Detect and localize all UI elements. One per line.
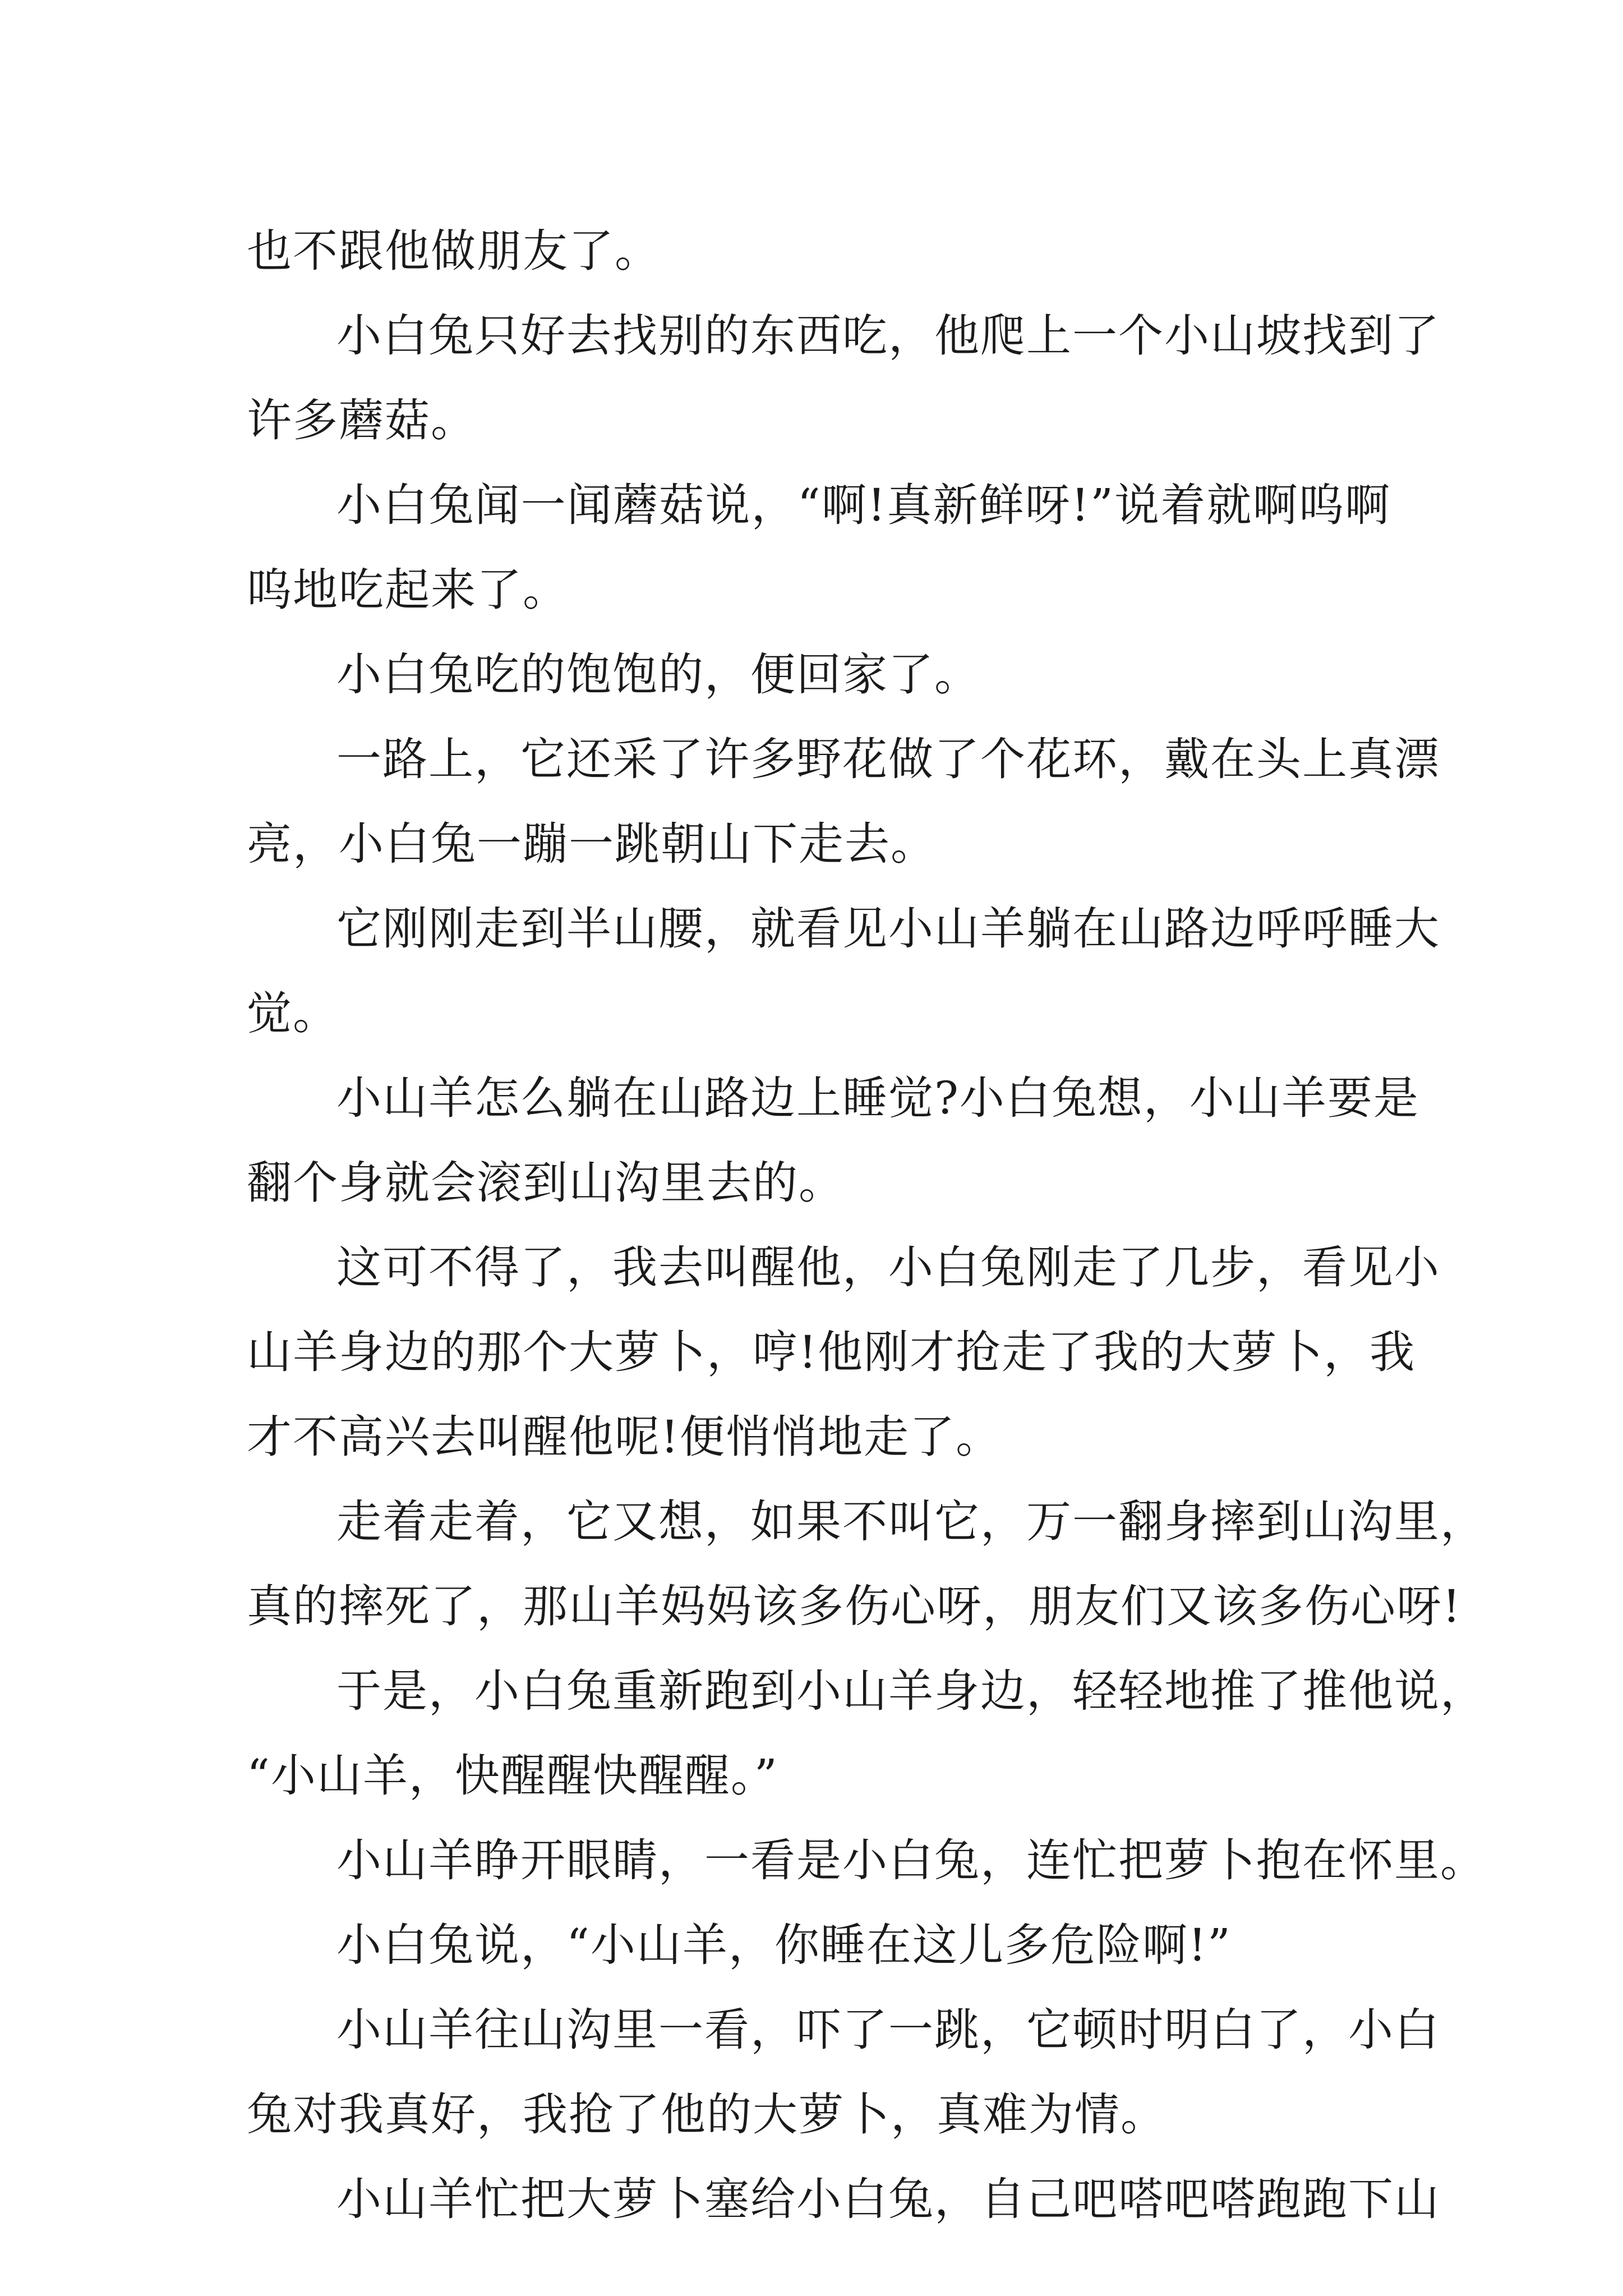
text-line: 才不高兴去叫醒他呢!便悄悄地走了。 [247,1411,1002,1463]
text-line: “小山羊，快醒醒快醒醒。” [247,1750,778,1802]
text-line: 呜地吃起来了。 [247,564,569,616]
text-line: 兔对我真好，我抢了他的大萝卜，真难为情。 [247,2088,1166,2141]
text-line: 亮，小白兔一蹦一跳朝山下走去。 [247,818,937,870]
text-line: 于是，小白兔重新跑到小山羊身边，轻轻地推了推他说， [336,1665,1486,1717]
story-text [247,209,1486,2242]
text-line: 小白兔吃的饱饱的，便回家了。 [336,648,980,701]
text-line: 它刚刚走到半山腰，就看见小山羊躺在山路边呼呼睡大 [336,903,1440,955]
text-line: 走着走着，它又想，如果不叫它，万一翻身摔到山沟里， [336,1496,1486,1548]
text-line: 翻个身就会滚到山沟里去的。 [247,1157,845,1209]
text-line: 小白兔只好去找别的东西吃，他爬上一个小山坡找到了 [336,310,1440,362]
text-line: 也不跟他做朋友了。 [247,225,661,277]
text-line: 这可不得了，我去叫醒他，小白兔刚走了几步，看见小 [336,1241,1440,1294]
text-line: 小山羊怎么躺在山路边上睡觉?小白兔想，小山羊要是 [336,1072,1419,1124]
text-line: 小白兔闻一闻蘑菇说，“啊!真新鲜呀!”说着就啊呜啊 [336,479,1391,531]
text-line: 许多蘑菇。 [247,394,477,447]
text-line: 小山羊往山沟里一看，吓了一跳，它顿时明白了，小白 [336,2004,1440,2056]
text-line: 觉。 [247,987,339,1039]
text-line: 小白兔说，“小山羊，你睡在这儿多危险啊!” [336,1919,1232,1971]
text-line: 一路上，它还采了许多野花做了个花环，戴在头上真漂 [336,733,1440,785]
text-line: 真的摔死了，那山羊妈妈该多伤心呀，朋友们又该多伤心呀! [247,1580,1462,1632]
text-line: 山羊身边的那个大萝卜，哼!他刚才抢走了我的大萝卜，我 [247,1326,1416,1378]
text-line: 小山羊忙把大萝卜塞给小白兔，自己吧嗒吧嗒跑跑下山 [336,2173,1440,2225]
text-line: 小山羊睁开眼睛，一看是小白兔，连忙把萝卜抱在怀里。 [336,1834,1486,1887]
